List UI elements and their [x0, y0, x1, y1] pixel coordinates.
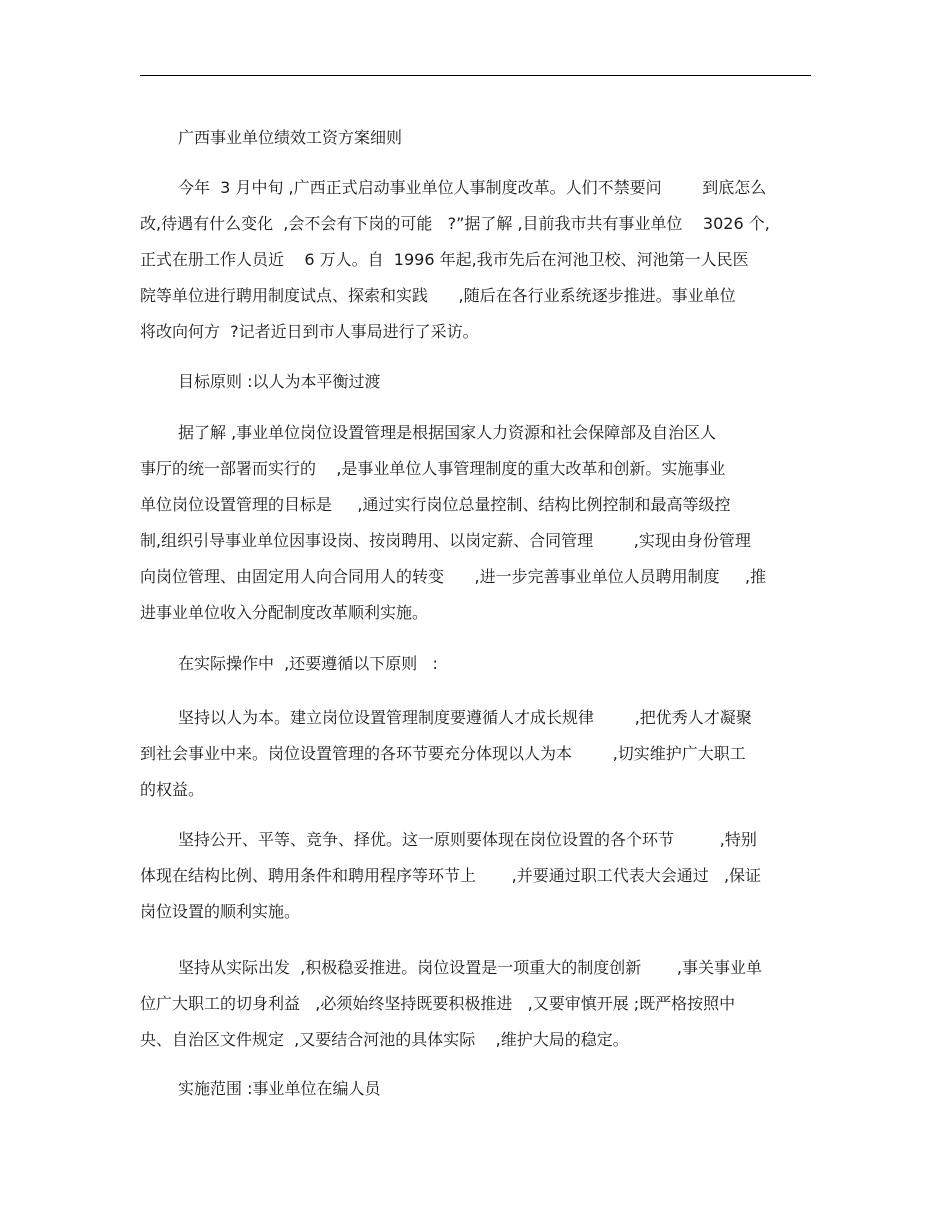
- para2-line-4: 制,组织引导事业单位因事设岗、按岗聘用、以岗定薪、合同管理 ,实现由身份管理: [140, 531, 751, 550]
- para5-line-2: 体现在结构比例、聘用条件和聘用程序等环节上 ,并要通过职工代表大会通过 ,保证: [140, 866, 762, 885]
- para6-line-1: 坚持从实际出发 ,积极稳妥推进。岗位设置是一项重大的制度创新 ,事关事业单: [178, 958, 762, 977]
- intro-paragraph: [140, 170, 810, 350]
- intro-line-1: 今年 3 月中旬 ,广西正式启动事业单位人事制度改革。人们不禁要问 到底怎么: [178, 178, 767, 197]
- section-heading-scope: [140, 1071, 810, 1107]
- intro-line-3: 正式在册工作人员近 6 万人。自 1996 年起,我市先后在河池卫校、河池第一人民医: [140, 250, 749, 269]
- para5-line-3: 岗位设置的顺利实施。: [140, 902, 301, 921]
- heading2-line: 实施范围 :事业单位在编人员: [178, 1079, 381, 1098]
- practical-paragraph: [140, 950, 810, 1058]
- para5-line-1: 坚持公开、平等、竞争、择优。这一原则要体现在岗位设置的各个环节 ,特别: [178, 830, 757, 849]
- section-heading-principles: [140, 364, 810, 400]
- para2-line-3: 单位岗位设置管理的目标是 ,通过实行岗位总量控制、结构比例控制和最高等级控: [140, 495, 731, 514]
- document-title: [140, 120, 810, 156]
- heading1-line: 目标原则 :以人为本平衡过渡: [178, 372, 381, 391]
- para2-line-2: 事厅的统一部署而实行的 ,是事业单位人事管理制度的重大改革和创新。实施事业: [140, 459, 726, 478]
- para2-line-5: 向岗位管理、由固定用人向合同用人的转变 ,进一步完善事业单位人员聘用制度 ,推: [140, 567, 767, 586]
- intro-line-5: 将改向何方 ?记者近日到市人事局进行了采访。: [140, 322, 479, 341]
- openness-paragraph: [140, 822, 810, 930]
- para4-line-3: 的权益。: [140, 780, 205, 799]
- para4-line-1: 坚持以人为本。建立岗位设置管理制度要遵循人才成长规律 ,把优秀人才凝聚: [178, 708, 752, 727]
- para2-line-6: 进事业单位收入分配制度改革顺利实施。: [140, 603, 429, 622]
- para3-line: 在实际操作中 ,还要遵循以下原则 :: [178, 654, 438, 673]
- principles-paragraph: [140, 415, 810, 631]
- para4-line-2: 到社会事业中来。岗位设置管理的各环节要充分体现以人为本 ,切实维护广大职工: [140, 744, 746, 763]
- operation-paragraph: [140, 646, 810, 682]
- people-first-paragraph: [140, 700, 810, 808]
- para2-line-1: 据了解 ,事业单位岗位设置管理是根据国家人力资源和社会保障部及自治区人: [178, 423, 717, 442]
- para6-line-3: 央、自治区文件规定 ,又要结合河池的具体实际 ,维护大局的稳定。: [140, 1030, 629, 1049]
- header-rule: [140, 75, 811, 76]
- intro-line-2: 改,待遇有什么变化 ,会不会有下岗的可能 ?”据了解 ,目前我市共有事业单位 3026 个,: [140, 214, 770, 233]
- para6-line-2: 位广大职工的切身利益 ,必须始终坚持既要积极推进 ,又要审慎开展 ;既严格按照中: [140, 994, 736, 1013]
- intro-line-4: 院等单位进行聘用制度试点、探索和实践 ,随后在各行业系统逐步推进。事业单位: [140, 286, 736, 305]
- title-line: 广西事业单位绩效工资方案细则: [178, 128, 403, 147]
